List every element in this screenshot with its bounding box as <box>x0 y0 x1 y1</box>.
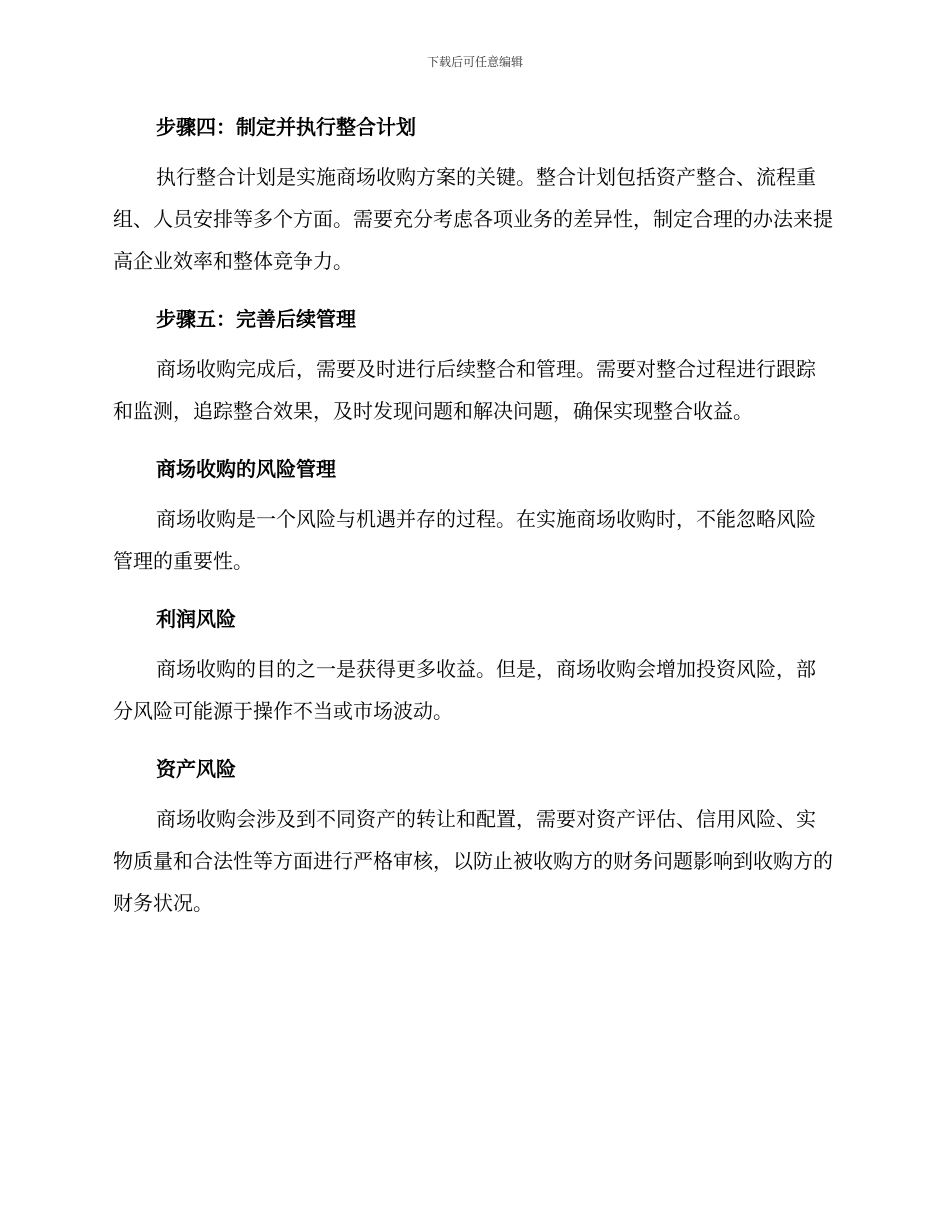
section-paragraph-asset-risk: 商场收购会涉及到不同资产的转让和配置，需要对资产评估、信用风险、实物质量和合法性等方面进行严格审核，以防止被收购方的财务问题影响到收购方的财务状况。 <box>113 807 833 915</box>
section-heading-profit-risk: 利润风险 <box>156 607 236 631</box>
section-paragraph-step-four: 执行整合计划是实施商场收购方案的关键。整合计划包括资产整合、流程重组、人员安排等多个方面。需要充分考虑各项业务的差异性，制定合理的办法来提高企业效率和整体竞争力。 <box>113 165 833 273</box>
document-body <box>113 110 833 924</box>
section-paragraph-profit-risk: 商场收购的目的之一是获得更多收益。但是，商场收购会增加投资风险，部分风险可能源于操作不当或市场波动。 <box>113 657 816 723</box>
section-heading-step-four: 步骤四：制定并执行整合计划 <box>156 115 416 139</box>
section-paragraph-step-five: 商场收购完成后，需要及时进行后续整合和管理。需要对整合过程进行跟踪和监测，追踪整合效果，及时发现问题和解决问题，确保实现整合收益。 <box>113 357 816 423</box>
page-header-note: 下载后可任意编辑 <box>426 55 523 69</box>
section-heading-asset-risk: 资产风险 <box>156 757 236 781</box>
section-heading-step-five: 步骤五：完善后续管理 <box>156 307 356 331</box>
section-paragraph-risk-management: 商场收购是一个风险与机遇并存的过程。在实施商场收购时，不能忽略风险管理的重要性。 <box>113 507 816 573</box>
section-heading-risk-management: 商场收购的风险管理 <box>156 457 336 481</box>
